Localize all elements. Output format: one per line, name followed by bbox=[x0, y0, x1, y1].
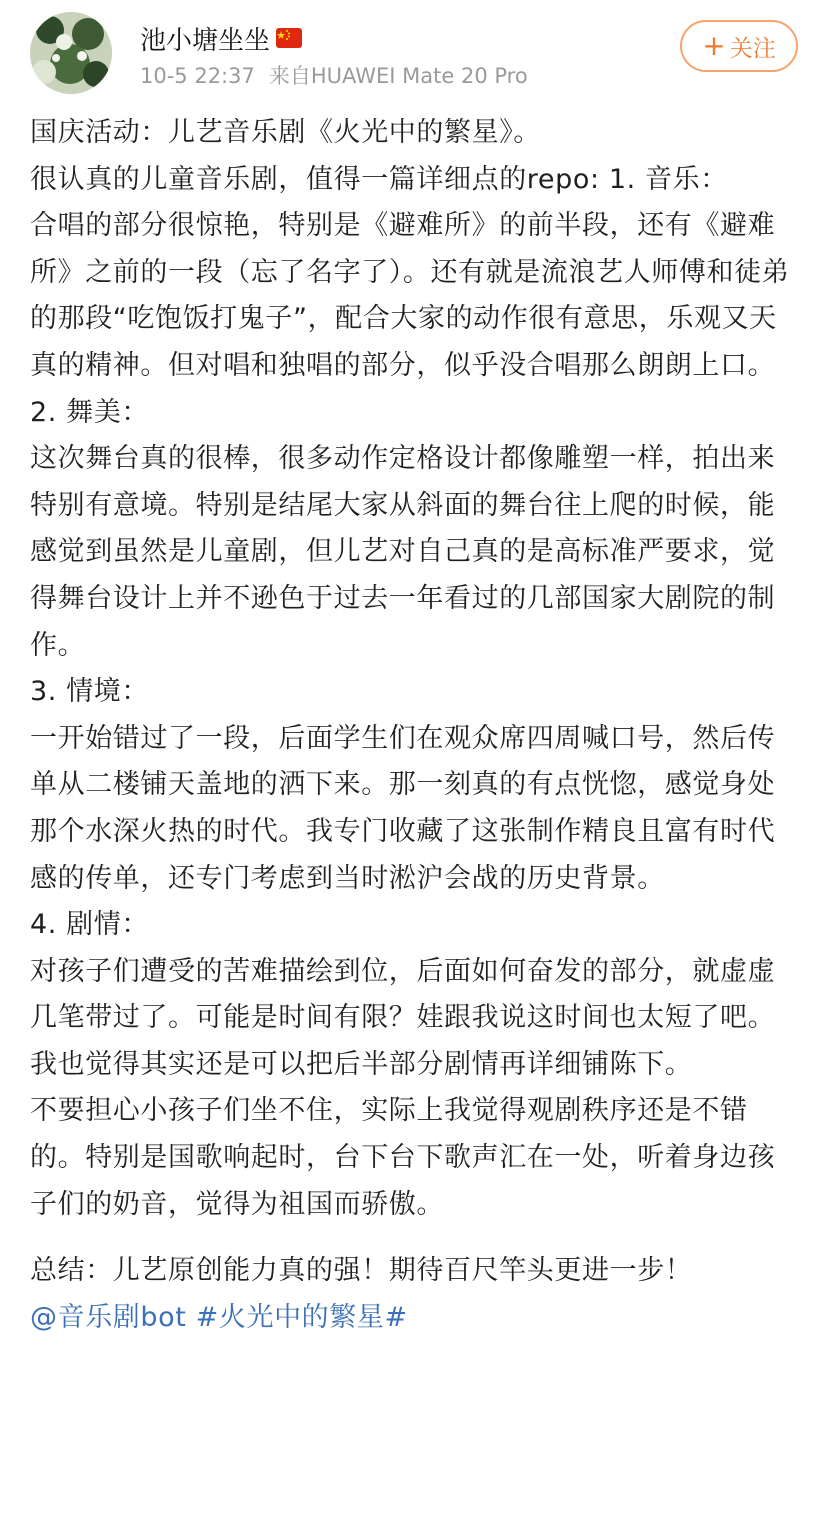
follow-button[interactable] bbox=[680, 20, 798, 72]
post-paragraph: 4. 剧情： bbox=[30, 909, 149, 941]
post-paragraph: 2. 舞美： bbox=[30, 396, 149, 428]
author-name[interactable]: 池小塘坐坐 bbox=[140, 25, 271, 56]
post-body bbox=[30, 110, 800, 1341]
author-row bbox=[140, 18, 302, 58]
post-paragraph: 很认真的儿童音乐剧，值得一篇详细点的repo: 1. 音乐： bbox=[30, 163, 728, 195]
post-paragraph: 一开始错过了一段，后面学生们在观众席四周喊口号，然后传单从二楼铺天盖地的洒下来。那一刻真的有点恍惚，感觉身处那个水深火热的时代。我专门收藏了这张制作精良且富有时代感的传单，还专门考虑到当时淞沪会战的历史背景。 bbox=[30, 722, 776, 894]
post-paragraph: 对孩子们遭受的苦难描绘到位，后面如何奋发的部分，就虚虚几笔带过了。可能是时间有限？娃跟我说这时间也太短了吧。我也觉得其实还是可以把后半部分剧情再详细铺陈下。 bbox=[30, 955, 776, 1080]
plus-icon: + bbox=[702, 29, 726, 62]
china-flag-icon bbox=[276, 28, 302, 48]
post-header bbox=[0, 0, 828, 110]
hashtag-link[interactable]: #火光中的繁星# bbox=[195, 1301, 408, 1333]
post-paragraph: 不要担心小孩子们坐不住，实际上我觉得观剧秩序还是不错的。特别是国歌响起时，台下台下歌声汇在一处，听着身边孩子们的奶音，觉得为祖国而骄傲。 bbox=[30, 1095, 776, 1220]
post-paragraph: 合唱的部分很惊艳，特别是《避难所》的前半段，还有《避难所》之前的一段（忘了名字了）。还有就是流浪艺人师傅和徒弟的那段“吃饱饭打鬼子”，配合大家的动作很有意思，乐观又天真的精神。但对唱和独唱的部分，似乎没合唱那么朗朗上口。 bbox=[30, 210, 790, 381]
follow-button-label: 关注 bbox=[729, 35, 776, 62]
mention-link[interactable]: @音乐剧bot bbox=[30, 1301, 187, 1333]
post-meta bbox=[140, 60, 528, 90]
post-paragraph: 这次舞台真的很棒，很多动作定格设计都像雕塑一样，拍出来特别有意境。特别是结尾大家从斜面的舞台往上爬的时候，能感觉到虽然是儿童剧，但儿艺对自己真的是高标准严要求，觉得舞台设计上并不逊色于过去一年看过的几部国家大剧院的制作。 bbox=[30, 443, 776, 661]
post-timestamp: 10-5 22:37 bbox=[140, 64, 255, 88]
post-paragraph: 国庆活动：儿艺音乐剧《火光中的繁星》。 bbox=[30, 117, 541, 148]
post-source: 来自HUAWEI Mate 20 Pro bbox=[268, 64, 528, 88]
post-paragraph: 3. 情境： bbox=[30, 676, 149, 708]
post-summary: 总结：儿艺原创能力真的强！期待百尺竿头更进一步！ bbox=[30, 1255, 693, 1287]
author-avatar[interactable] bbox=[30, 12, 112, 94]
avatar-image bbox=[30, 12, 112, 94]
post-tags bbox=[30, 1295, 800, 1342]
